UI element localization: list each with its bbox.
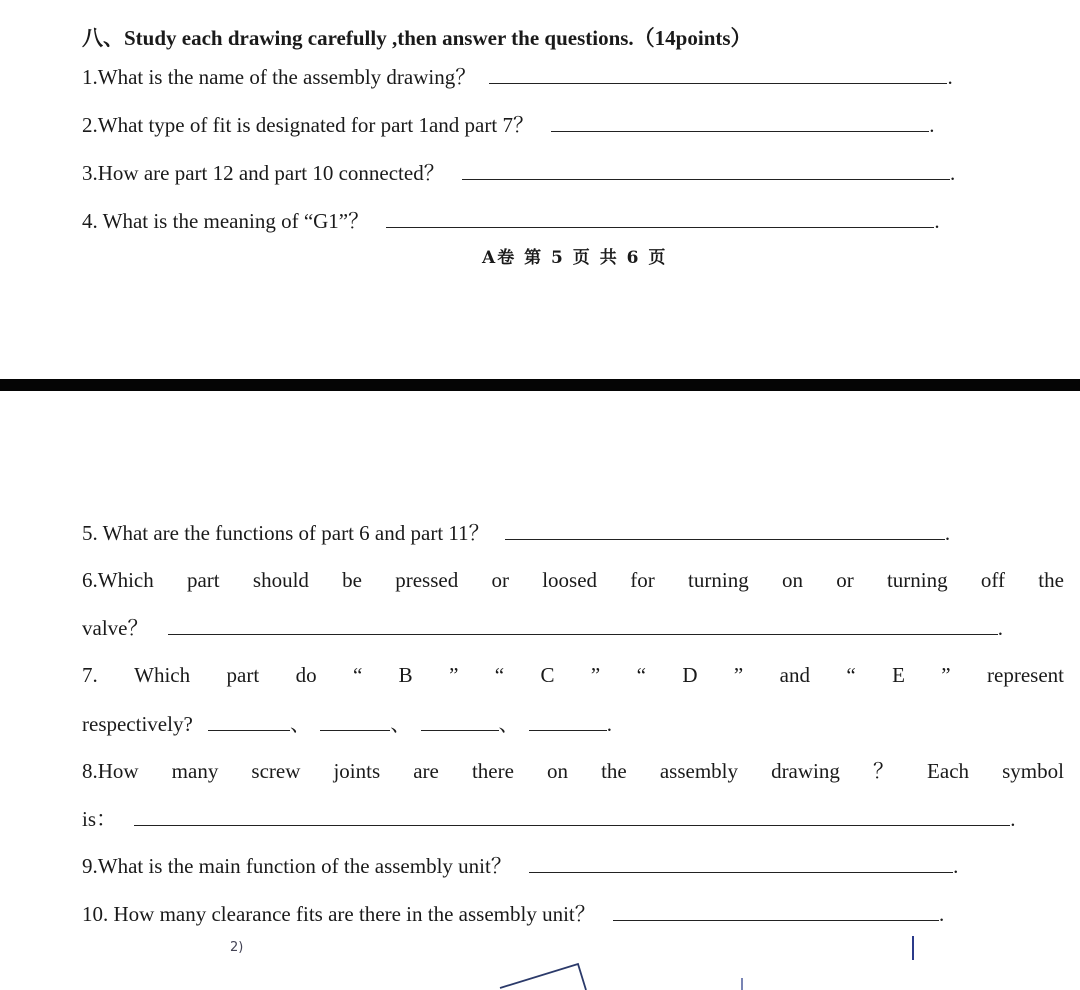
question-1 (82, 64, 953, 90)
separator: 、 (390, 712, 412, 736)
period: . (947, 65, 953, 89)
question-6-cont-text: valve？ (82, 616, 149, 640)
question-6-word: should (252, 568, 309, 592)
page-footer: A卷 第 5 页 共 6 页 (482, 248, 668, 268)
question-6-word: for (630, 568, 655, 592)
question-3-text: 3.How are part 12 and part 10 connected？ (82, 161, 445, 185)
question-7-word: represent (987, 663, 1064, 687)
answer-blank-7d[interactable] (421, 712, 499, 731)
question-7-word: “ (352, 663, 363, 687)
question-6 (82, 567, 1064, 593)
question-7-word: ” (590, 663, 601, 687)
partial-drawing (0, 930, 1080, 990)
question-8-word: drawing (771, 759, 840, 783)
period: . (606, 712, 613, 736)
question-2-text: 2.What type of fit is designated for part 1and part 7？ (82, 113, 534, 137)
question-6-word: loosed (542, 568, 598, 592)
question-7-word: D (682, 663, 698, 687)
answer-blank-2[interactable] (551, 113, 929, 132)
question-8-word: joints (333, 759, 381, 783)
question-7-cont-text: respectively? (82, 712, 193, 736)
question-6-word: or (491, 568, 509, 592)
question-7-word: C (540, 663, 555, 687)
question-7-word: “ (636, 663, 646, 687)
period: . (944, 521, 951, 545)
question-8 (82, 758, 1064, 784)
period: . (934, 209, 940, 233)
question-8-word: Each (927, 759, 970, 783)
question-4-text: 4. What is the meaning of “G1”？ (82, 209, 370, 233)
question-6-word: 6.Which (82, 568, 154, 592)
question-6-word: turning (886, 568, 948, 592)
answer-blank-5[interactable] (505, 521, 945, 540)
answer-blank-1[interactable] (489, 65, 947, 84)
question-8-word: screw (251, 759, 301, 783)
question-7-continuation (82, 711, 612, 737)
question-7-word: ” (941, 663, 951, 687)
period: . (1010, 807, 1016, 831)
question-6-word: be (342, 568, 362, 592)
question-7-word: do (295, 663, 317, 687)
question-4 (82, 208, 940, 234)
question-7-word: 7. (82, 663, 98, 687)
question-6-word: the (1038, 568, 1064, 592)
answer-blank-9[interactable] (529, 854, 953, 873)
question-6-word: turning (688, 568, 749, 592)
question-7-word: Which (134, 663, 191, 687)
period: . (953, 854, 959, 878)
question-10-text: 10. How many clearance fits are there in the assembly unit？ (82, 902, 596, 926)
question-1-text: 1.What is the name of the assembly drawing？ (82, 65, 477, 89)
period: . (939, 902, 945, 926)
question-6-word: or (836, 568, 854, 592)
question-5 (82, 520, 950, 546)
question-6-word: pressed (395, 568, 459, 592)
answer-blank-4[interactable] (386, 209, 934, 228)
section-heading: 八、Study each drawing carefully ,then answer the questions.（14points） (82, 26, 752, 50)
question-8-cont-text: is： (82, 807, 118, 831)
question-7-word: and (779, 663, 810, 687)
question-7-word: “ (846, 663, 856, 687)
separator: 、 (498, 712, 520, 736)
question-9-text: 9.What is the main function of the assembly unit？ (82, 854, 512, 878)
drawing-stroke (500, 964, 586, 990)
question-8-word: assembly (659, 759, 738, 783)
question-7-word: E (892, 663, 905, 687)
question-8-word: there (471, 759, 514, 783)
separator: 、 (290, 712, 312, 736)
question-8-word: 8.How (82, 759, 139, 783)
question-6-word: off (980, 568, 1005, 592)
question-6-word: part (186, 568, 220, 592)
answer-blank-7e[interactable] (529, 712, 607, 731)
question-8-word: are (413, 759, 439, 783)
page-divider (0, 379, 1080, 391)
question-8-word: symbol (1002, 759, 1064, 783)
answer-blank-7b[interactable] (208, 712, 290, 731)
question-9 (82, 853, 958, 879)
question-3 (82, 160, 955, 186)
period: . (997, 616, 1003, 640)
period: . (949, 161, 956, 185)
question-10 (82, 901, 944, 927)
question-6-continuation (82, 615, 1003, 641)
question-5-text: 5. What are the functions of part 6 and part 11？ (82, 521, 490, 545)
question-7-word: ” (449, 663, 459, 687)
question-7 (82, 662, 1064, 688)
answer-blank-8[interactable] (134, 807, 1010, 826)
answer-blank-7c[interactable] (320, 712, 390, 731)
question-8-word: ？ (872, 759, 894, 783)
question-7-word: ” (733, 663, 744, 687)
question-8-word: many (171, 759, 219, 783)
question-8-continuation (82, 806, 1016, 832)
question-6-word: on (781, 568, 803, 592)
question-7-word: “ (494, 663, 505, 687)
question-8-word: on (547, 759, 569, 783)
question-2 (82, 112, 934, 138)
question-7-word: B (398, 663, 413, 687)
question-7-word: part (226, 663, 260, 687)
margin-mark: 2) (230, 940, 244, 955)
period: . (929, 113, 935, 137)
question-8-word: the (601, 759, 627, 783)
answer-blank-6[interactable] (168, 616, 998, 635)
answer-blank-10[interactable] (613, 902, 939, 921)
answer-blank-3[interactable] (462, 161, 950, 180)
